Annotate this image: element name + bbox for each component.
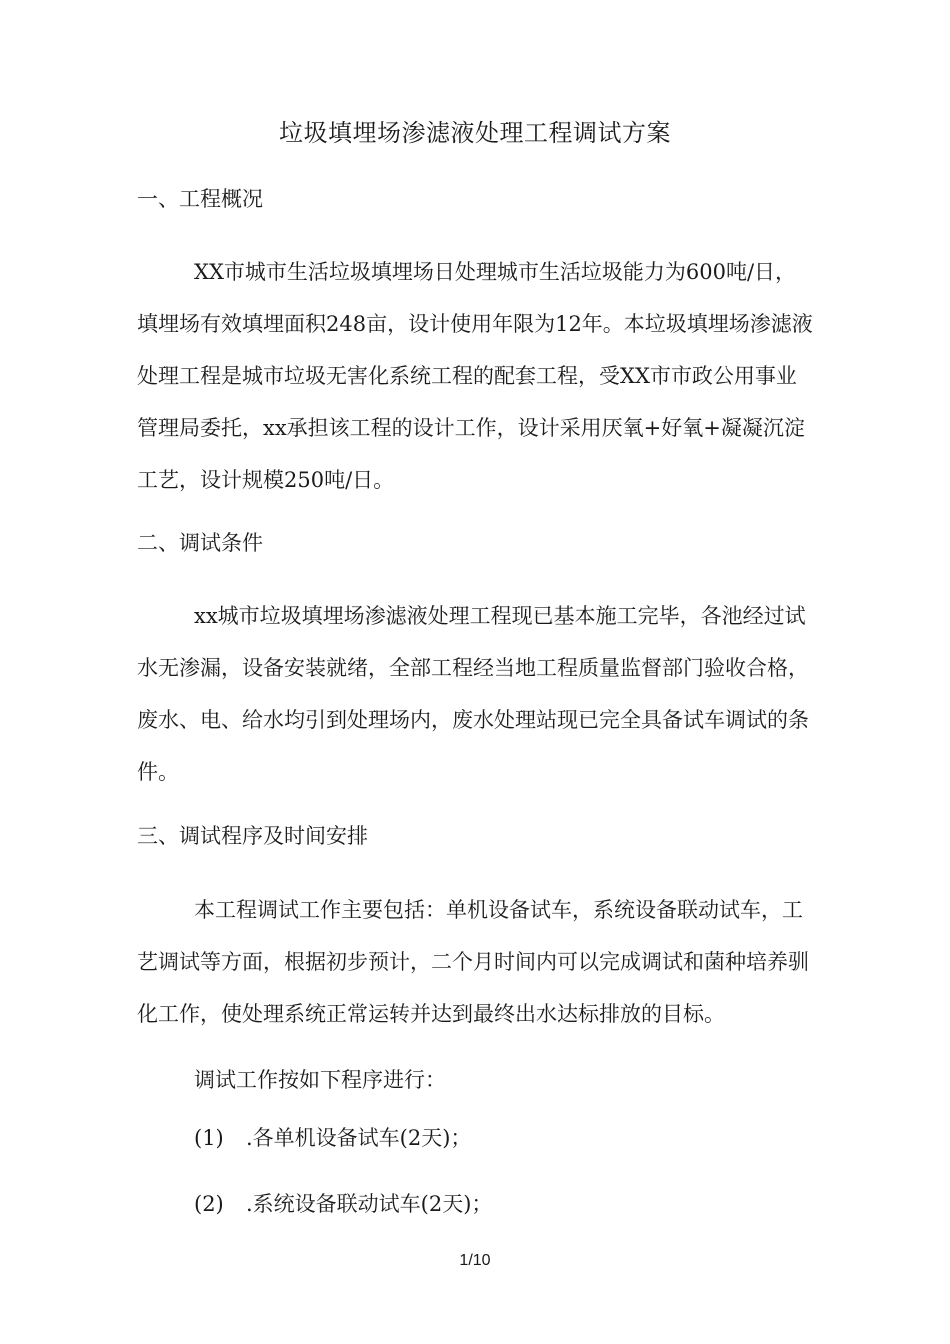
section-paragraph-conditions: xx城市垃圾填埋场渗滤液处理工程现已基本施工完毕，各池经过试水无渗漏，设备安装就绪，全部工程经当地工程质量监督部门验收合格，废水、电、给水均引到处理场内，废水处理站现已完全具备试车调试的条件。 — [137, 604, 809, 784]
section-heading-procedure: 三、调试程序及时间安排 — [137, 824, 368, 848]
list-item-text: .各单机设备试车(2天)； — [246, 1126, 472, 1150]
list-item-text: .系统设备联动试车(2天)； — [246, 1192, 493, 1216]
list-item — [194, 1189, 492, 1219]
list-item — [194, 1123, 471, 1153]
section-paragraph-overview: XX市城市生活垃圾填埋场日处理城市生活垃圾能力为600吨/日，填埋场有效填埋面积248亩，设计使用年限为12年。本垃圾填埋场渗滤液处理工程是城市垃圾无害化系统工程的配套工程，受XX市市政公用事业管理局委托，xx承担该工程的设计工作，设计采用厌氧+好氧+凝凝沉淀工艺，设计规模250吨/日。 — [137, 260, 813, 492]
list-item-number: (1) — [194, 1126, 224, 1150]
list-item-number: (2) — [194, 1192, 224, 1216]
section-paragraph-procedure: 本工程调试工作主要包括：单机设备试车，系统设备联动试车，工艺调试等方面，根据初步预计，二个月时间内可以完成调试和菌种培养驯化工作，使处理系统正常运转并达到最终出水达标排放的目标。 — [137, 898, 809, 1026]
section-heading-overview: 一、工程概况 — [137, 187, 263, 211]
section-heading-conditions: 二、调试条件 — [137, 531, 263, 555]
procedure-intro: 调试工作按如下程序进行： — [194, 1068, 446, 1092]
document-title: 垃圾填埋场渗滤液处理工程调试方案 — [279, 119, 671, 147]
page-number: 1/10 — [459, 1252, 491, 1269]
